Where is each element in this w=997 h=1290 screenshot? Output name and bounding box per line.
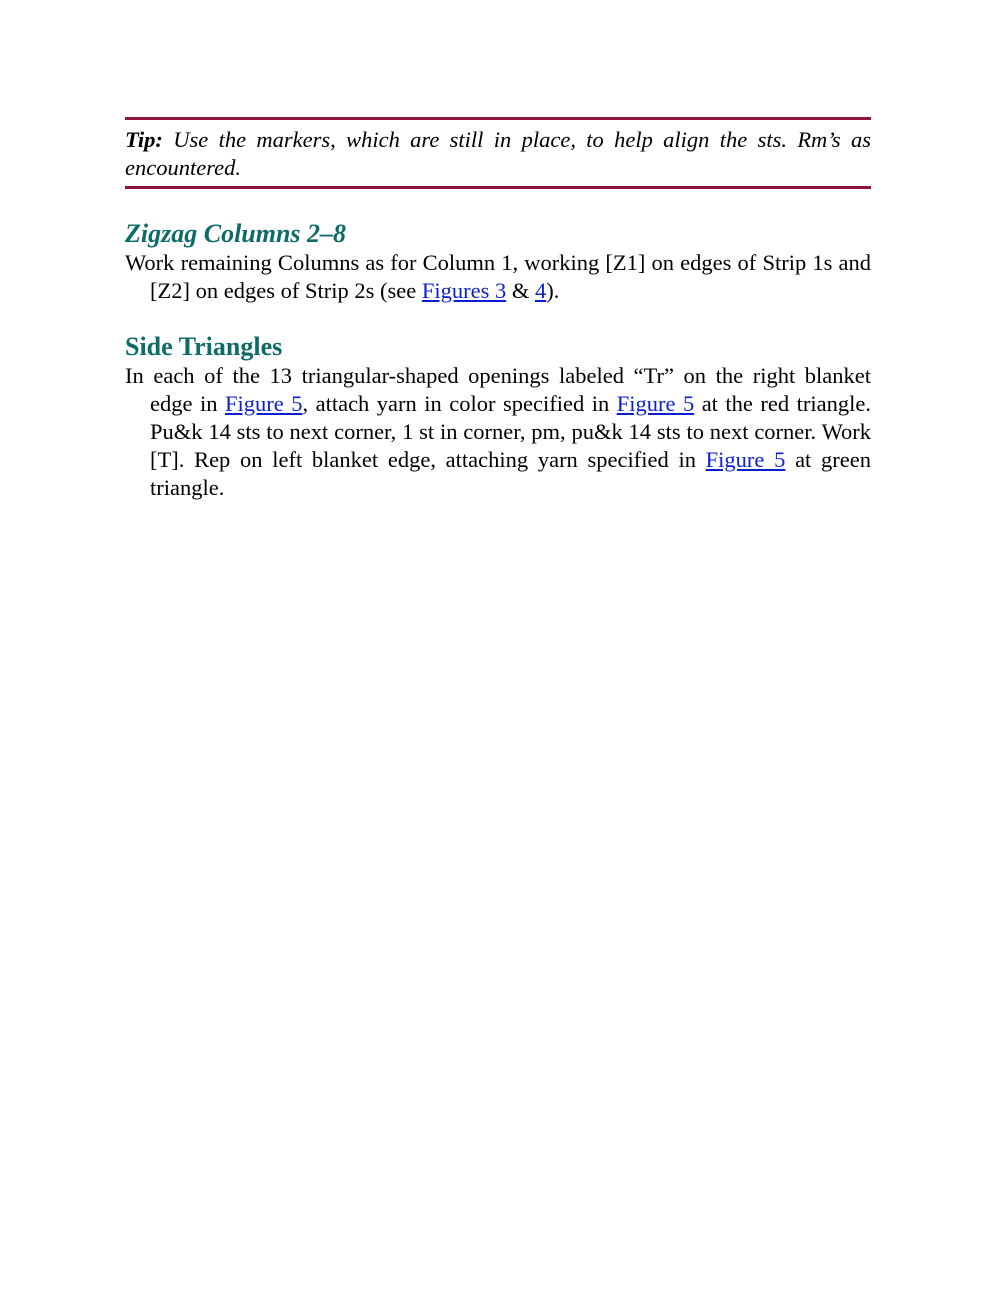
side-triangles-paragraph [125, 362, 871, 502]
document-page [125, 117, 871, 502]
text-segment: In each of the 13 triangular-shaped openings labeled “Tr” on the right blanket edge in [125, 363, 871, 416]
tip-label: Tip: [125, 127, 163, 152]
text-segment: at the red triangle. Pu&k 14 sts to next corner, 1 st in corner, pm, pu&k 14 sts to next corner. Work [T]. Rep on left blanket edge, attaching yarn specified in [150, 391, 871, 472]
text-segment: & [506, 278, 535, 303]
text-segment: , attach yarn in color specified in [302, 391, 617, 416]
figure-5-link[interactable]: Figure 5 [705, 447, 786, 472]
figure-5-link[interactable]: Figure 5 [616, 391, 695, 416]
text-segment: Work remaining Columns as for Column 1, working [Z1] on edges of Strip 1s and [Z2] on edges of Strip 2s (see [125, 250, 871, 303]
figures-3-link[interactable]: Figures 3 [421, 278, 507, 303]
figure-4-link[interactable]: 4 [534, 278, 547, 303]
text-segment: ). [546, 278, 560, 303]
section-heading-side-triangles: Side Triangles [125, 332, 283, 361]
section-heading-zigzag-columns: Zigzag Columns 2–8 [125, 219, 347, 248]
tip-box [125, 117, 871, 189]
zigzag-columns-paragraph [125, 249, 871, 305]
tip-text: Use the markers, which are still in place, to help align the sts. Rm’s as encountered. [125, 127, 871, 180]
text-segment: at green triangle. [150, 447, 871, 500]
figure-5-link[interactable]: Figure 5 [224, 391, 303, 416]
